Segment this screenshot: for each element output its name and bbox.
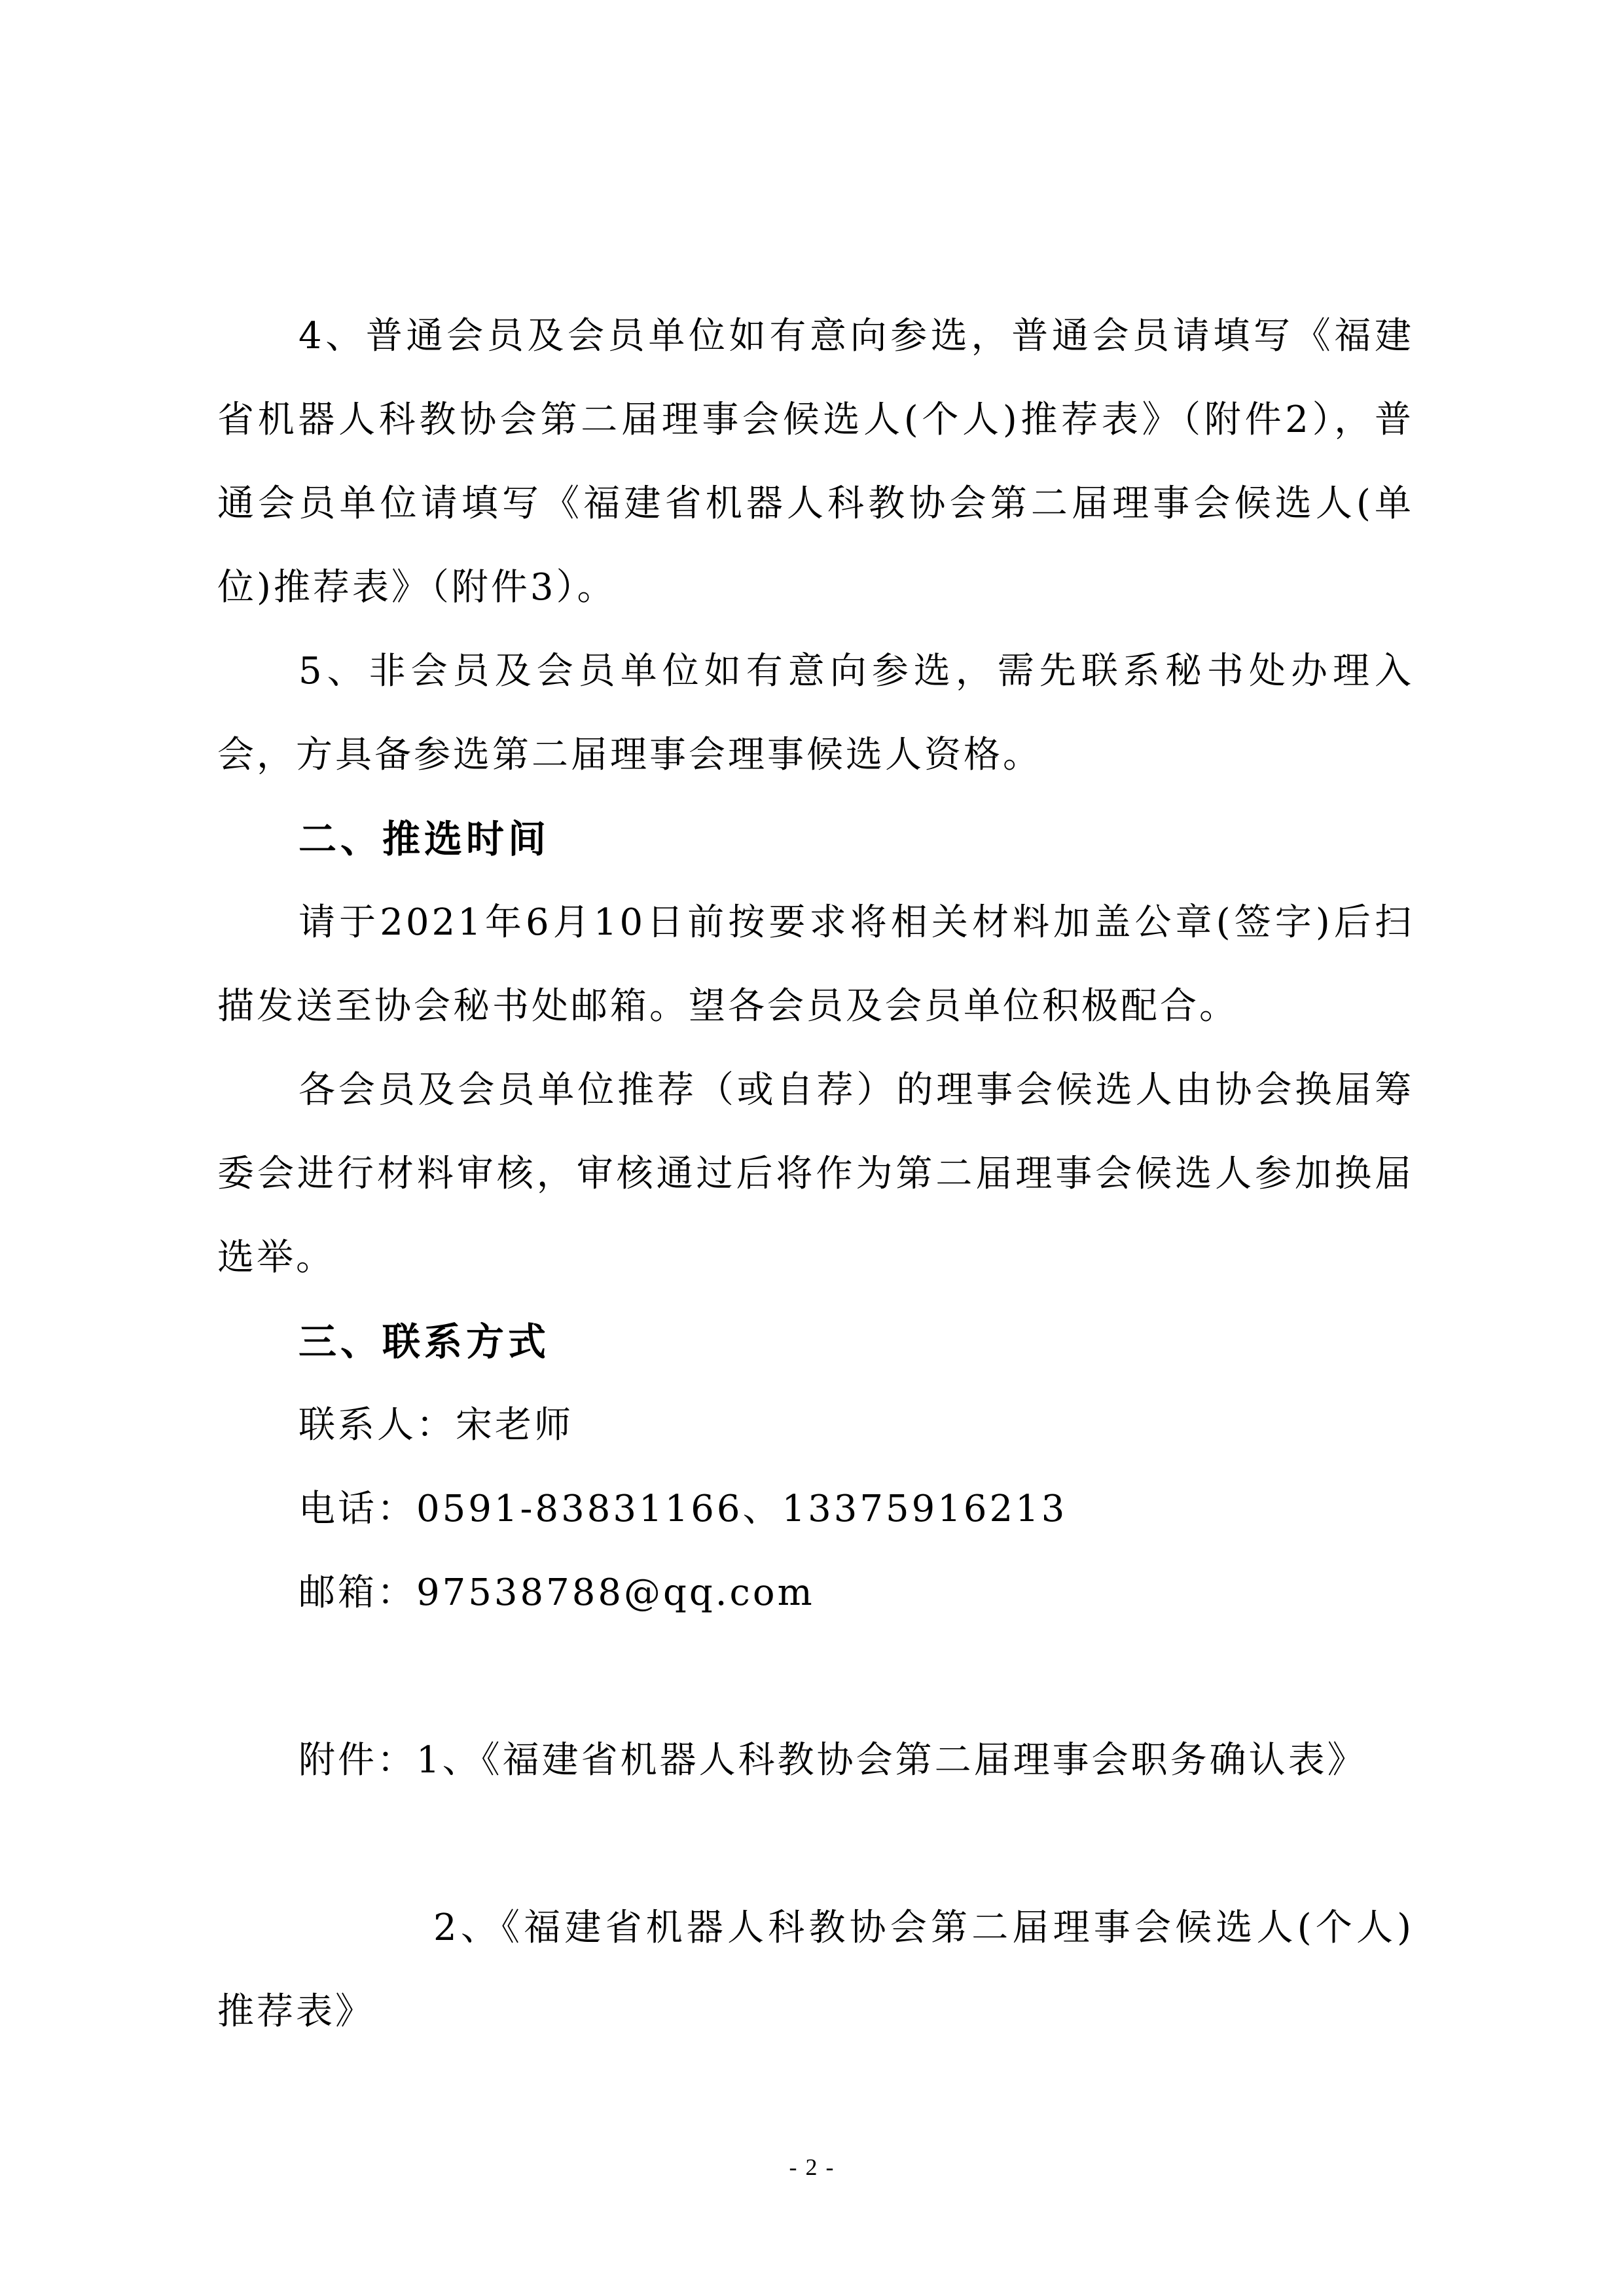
- section-heading-contact: 三、联系方式: [298, 1319, 550, 1364]
- contact-person: 联系人：宋老师: [298, 1404, 573, 1446]
- paragraph-deadline: 请于2021年6月10日前按要求将相关材料加盖公章(签字)后扫描发送至协会秘书处邮箱。望各会员及会员单位积极配合。: [217, 901, 1414, 1028]
- contact-phone: 电话：0591-83831166、13375916213: [298, 1488, 1068, 1530]
- section-heading-selection-time: 二、推选时间: [298, 817, 550, 861]
- contact-email: 邮箱：97538788@qq.com: [298, 1571, 815, 1614]
- attachment-item-2: 2、《福建省机器人科教协会第二届理事会候选人(个人)推荐表》: [217, 1907, 1414, 2033]
- paragraph-item-4: 4、普通会员及会员单位如有意向参选，普通会员请填写《福建省机器人科教协会第二届理事会候选人(个人)推荐表》（附件2），普通会员单位请填写《福建省机器人科教协会第二届理事会候选人(单位)推荐表》（附件3）。: [217, 315, 1414, 609]
- page-number: - 2 -: [789, 2154, 835, 2180]
- paragraph-review-process: 各会员及会员单位推荐（或自荐）的理事会候选人由协会换届筹委会进行材料审核，审核通过后将作为第二届理事会候选人参加换届选举。: [217, 1069, 1414, 1279]
- paragraph-item-5: 5、非会员及会员单位如有意向参选，需先联系秘书处办理入会，方具备参选第二届理事会理事候选人资格。: [217, 650, 1414, 776]
- attachment-item-1: 附件：1、《福建省机器人科教协会第二届理事会职务确认表》: [298, 1739, 1367, 1782]
